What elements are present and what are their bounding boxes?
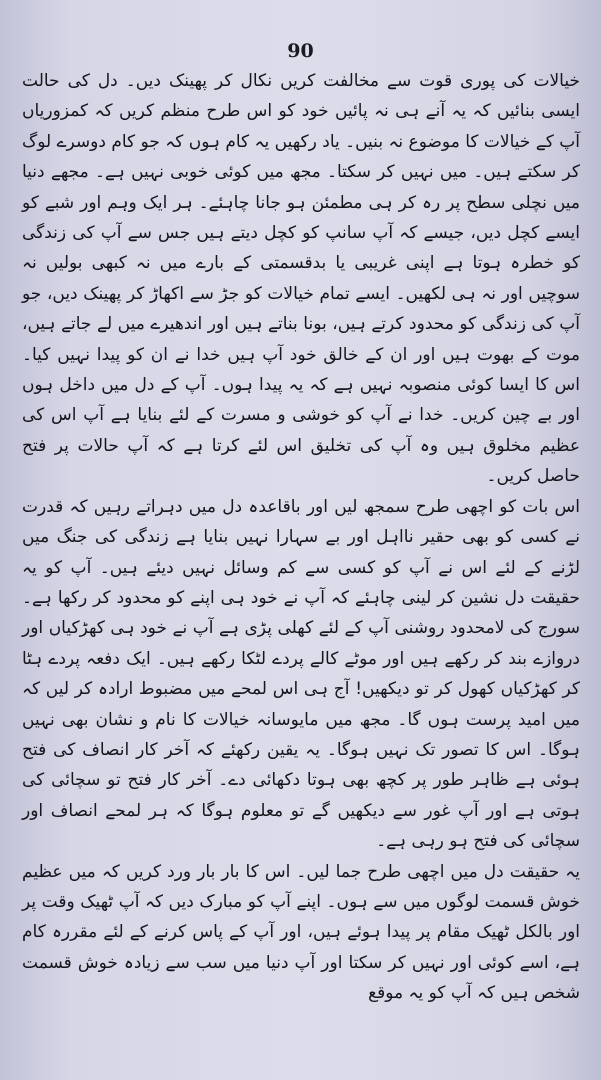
paragraph-3: یہ حقیقت دل میں اچھی طرح جما لیں۔ اس کا بار بار ورد کریں کہ میں عظیم خوش قسمت لوگوں میں سے ہوں۔ اپنے آپ کو مبارک دیں کہ آپ ٹھیک وقت پر اور بالکل ٹھیک مقام پر پیدا ہوئے ہیں، اور آپ کے پاس کرنے کے لئے مقررہ کام ہے، اسے کوئی اور نہیں کر سکتا اور آپ دنیا میں سب سے زیادہ خوش قسمت شخص ہیں کہ آپ کو یہ موقع	[22, 861, 580, 1004]
page-number: 90	[287, 40, 314, 62]
paragraph-1: خیالات کی پوری قوت سے مخالفت کریں نکال کر پھینک دیں۔ دل کی حالت ایسی بنائیں کہ یہ آنے ہی نہ پائیں خود کو اس طرح منظم کریں کہ کمزوریاں آپ کے خیالات کا موضوع نہ بنیں۔ یاد رکھیں یہ کام ہوں کہ جو کام دوسرے لوگ کر سکتے ہیں۔ میں نہیں کر سکتا۔ مجھ میں کوئی خوبی نہیں ہے۔ مجھے دنیا میں نچلی سطح پر رہ کر ہی مطمئن ہو جانا چاہئے۔ ہر ایک وہم اور شبے کو ایسے کچل دیں، جیسے کہ آپ سانپ کو کچل دیتے ہیں جس سے آپ کی زندگی کو خطرہ ہوتا ہے اپنی غریبی یا بدقسمتی کے بارے میں نہ کبھی بولیں نہ سوچیں اور نہ ہی لکھیں۔ ایسے تمام خیالات کو جڑ سے اکھاڑ کر پھینک دیں، جو آپ کی زندگی کو محدود کرتے ہیں، بونا بناتے ہیں اور اندھیرے میں لے جاتے ہیں، موت کے بھوت ہیں اور ان کے خالق خود آپ ہیں خدا نے ان کو پیدا نہیں کیا۔ اس کا ایسا کوئی منصوبہ نہیں ہے کہ یہ پیدا ہوں۔ آپ کے دل میں داخل ہوں اور بے چین کریں۔ خدا نے آپ کو خوشی و مسرت کے لئے بنایا ہے آپ اس کی عظیم مخلوق ہیں وہ آپ کی تخلیق اس لئے کرتا ہے کہ آپ حالات پر فتح حاصل کریں۔	[22, 71, 580, 487]
paragraph-2: اس بات کو اچھی طرح سمجھ لیں اور باقاعدہ دل میں دہراتے رہیں کہ قدرت نے کسی کو بھی حقیر نااہل اور بے سہارا نہیں بنایا ہے زندگی کی جنگ میں لڑنے کے لئے اس نے آپ کو کسی سے کم وسائل نہیں دیئے ہیں۔ آپ کو یہ حقیقت دل نشین کر لینی چاہئے کہ آپ نے خود ہی اپنے کو محدود کر رکھا ہے۔ سورج کی لامحدود روشنی آپ کے لئے کھلی پڑی ہے آپ نے خود ہی کھڑکیاں اور دروازے بند کر رکھے ہیں اور موٹے کالے پردے لٹکا رکھے ہیں۔ ایک دفعہ پردے ہٹا کر کھڑکیاں کھول کر تو دیکھیں! آج ہی اس لمحے میں مضبوط ارادہ کر لیں کہ میں امید پرست ہوں گا۔ مجھ میں مایوسانہ خیالات کا نام و نشان بھی نہیں ہوگا۔ اس کا تصور تک نہیں ہوگا۔ یہ یقین رکھئے کہ آخر کار انصاف کی فتح ہوئی ہے ظاہر طور پر کچھ بھی ہوتا دکھائی دے۔ آخر کار فتح تو سچائی کی ہوتی ہے اور آپ غور سے دیکھیں گے تو معلوم ہوگا کہ ہر لمحے انصاف اور سچائی کی فتح ہو رہی ہے۔	[22, 496, 580, 852]
page-text	[22, 66, 580, 1009]
